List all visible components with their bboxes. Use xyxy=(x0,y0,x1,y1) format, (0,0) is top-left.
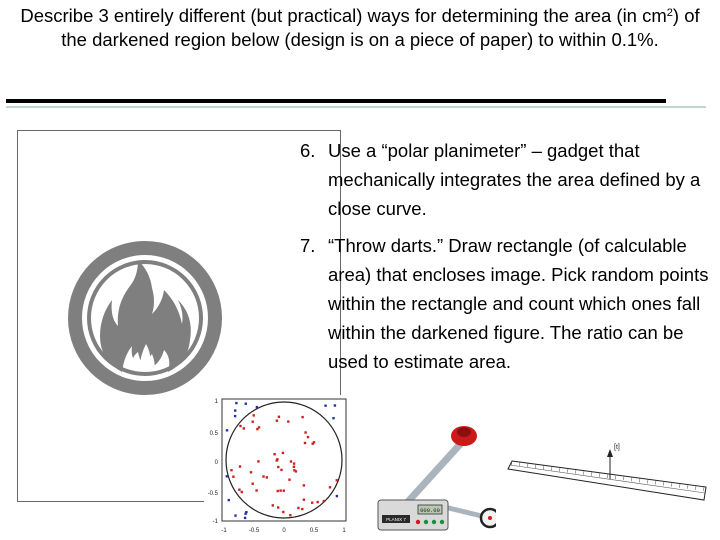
method-item-planimeter xyxy=(300,136,715,223)
dart-point-inside xyxy=(252,421,254,423)
dart-point-inside xyxy=(297,507,299,509)
dart-point-outside xyxy=(226,429,228,431)
dart-point-inside xyxy=(252,483,254,485)
dart-point-inside xyxy=(277,466,279,468)
dart-point-inside xyxy=(287,420,289,422)
dart-point-outside xyxy=(226,475,228,477)
dart-point-inside xyxy=(307,436,309,438)
planimeter-button xyxy=(416,520,420,524)
dart-point-inside xyxy=(276,459,278,461)
dart-point-inside xyxy=(243,427,245,429)
dart-point-inside xyxy=(290,460,292,462)
ruler-tick xyxy=(671,483,672,487)
tracer-arm-ticks xyxy=(511,461,704,491)
dart-point-inside xyxy=(303,499,305,501)
dart-point-inside xyxy=(257,460,259,462)
x-tick-label: -1 xyxy=(221,528,227,534)
dart-point-outside xyxy=(245,403,247,405)
flame-emblem-icon xyxy=(60,238,230,398)
dart-point-outside xyxy=(256,406,258,408)
dart-throw-plot xyxy=(204,395,352,537)
ruler-tick xyxy=(591,472,592,476)
dart-point-outside xyxy=(234,415,236,417)
y-tick-label: 0 xyxy=(214,460,218,466)
dart-point-inside xyxy=(239,465,241,467)
planimeter-button xyxy=(440,520,444,524)
dart-point-inside xyxy=(312,443,314,445)
dart-point-outside xyxy=(336,495,338,497)
y-tick-label: -1 xyxy=(212,519,218,525)
ruler-tick xyxy=(583,471,584,475)
dart-point-inside xyxy=(301,508,303,510)
planimeter-display-text: 000.00 xyxy=(420,507,440,514)
dart-point-outside xyxy=(234,409,236,411)
dart-point-inside xyxy=(311,502,313,504)
ruler-tick xyxy=(567,469,568,473)
dart-point-outside xyxy=(228,499,230,501)
tracer-arm-ruling xyxy=(510,465,705,493)
y-tick-label: 1 xyxy=(214,399,218,405)
dart-point-inside xyxy=(255,489,257,491)
prompt-text-end: ) of the darkened region below (design is on a piece of paper) to within 0.1%. xyxy=(61,5,700,50)
ruler-tick xyxy=(519,462,520,466)
dart-point-inside xyxy=(273,453,275,455)
dart-point-inside xyxy=(323,500,325,502)
ruler-tick xyxy=(631,477,632,481)
ruler-tick xyxy=(607,474,608,478)
dart-point-inside xyxy=(288,479,290,481)
ruler-tick xyxy=(543,465,544,469)
method-list xyxy=(300,136,715,384)
y-tick-label: -0.5 xyxy=(207,491,218,497)
x-tick-label: -0.5 xyxy=(248,528,260,534)
problem-prompt xyxy=(10,4,710,52)
ruler-tick xyxy=(639,478,640,482)
y-tick-label: 0.5 xyxy=(209,431,218,437)
method-text: Use a “polar planimeter” – gadget that mechanically integrates the area defined by a close curve. xyxy=(328,140,701,219)
dart-point-inside xyxy=(230,469,232,471)
dart-point-inside xyxy=(304,431,306,433)
dart-point-inside xyxy=(301,416,303,418)
dart-point-inside xyxy=(256,428,258,430)
method-number: 6. xyxy=(300,140,316,161)
dart-point-outside xyxy=(244,513,246,515)
x-tick-label: 1 xyxy=(342,528,346,534)
planimeter-button xyxy=(432,520,436,524)
tracer-lens-center xyxy=(488,516,492,520)
dart-point-inside xyxy=(239,425,241,427)
dart-point-inside xyxy=(317,501,319,503)
ruler-tick xyxy=(679,484,680,488)
dart-point-inside xyxy=(253,414,255,416)
ruler-tick xyxy=(575,470,576,474)
dart-point-inside xyxy=(278,416,280,418)
measurement-pointer-arrowhead xyxy=(607,449,613,457)
dart-point-inside xyxy=(304,442,306,444)
dart-point-inside xyxy=(266,476,268,478)
dart-point-inside xyxy=(232,476,234,478)
dart-point-inside xyxy=(282,511,284,513)
dart-point-inside xyxy=(277,506,279,508)
flame-shape xyxy=(100,260,191,372)
x-tick-label: 0.5 xyxy=(309,528,319,534)
dart-point-outside xyxy=(234,514,236,516)
ruler-tick xyxy=(695,486,696,490)
dart-point-outside xyxy=(235,402,237,404)
dart-point-inside xyxy=(329,486,331,488)
dart-point-outside xyxy=(244,517,246,519)
dart-point-inside xyxy=(283,490,285,492)
ruler-tick xyxy=(655,481,656,485)
dart-point-inside xyxy=(262,475,264,477)
ruler-tick xyxy=(647,479,648,483)
title-divider xyxy=(6,99,666,103)
method-item-throw-darts xyxy=(300,231,715,376)
planimeter-button xyxy=(424,520,428,524)
dart-point-outside xyxy=(332,417,334,419)
ruler-tick xyxy=(703,487,704,491)
ruler-tick xyxy=(687,485,688,489)
ruler-tick xyxy=(527,463,528,467)
dart-point-inside xyxy=(289,514,291,516)
dart-point-inside xyxy=(293,466,295,468)
ruler-tick xyxy=(623,476,624,480)
dart-point-inside xyxy=(280,469,282,471)
planimeter-brand-label: PLANIX 7 xyxy=(386,517,406,522)
dart-point-inside xyxy=(279,489,281,491)
ruler-tick xyxy=(551,466,552,470)
dart-point-outside xyxy=(324,405,326,407)
title-accent-line xyxy=(6,106,706,108)
dart-point-inside xyxy=(241,491,243,493)
dart-point-inside xyxy=(303,484,305,486)
dart-point-inside xyxy=(276,420,278,422)
tracer-arm-sketch xyxy=(508,461,706,500)
plot-frame xyxy=(222,399,346,521)
ruler-tick xyxy=(663,482,664,486)
dart-point-inside xyxy=(295,470,297,472)
ruler-tick xyxy=(615,475,616,479)
x-tick-label: 0 xyxy=(282,528,286,534)
prompt-text-start: Describe 3 entirely different (but practical) ways for determining the area (in cm xyxy=(20,5,667,26)
dart-point-inside xyxy=(282,452,284,454)
polar-planimeter-photo xyxy=(372,420,496,540)
dart-point-inside xyxy=(336,479,338,481)
method-number: 7. xyxy=(300,235,316,256)
dart-point-inside xyxy=(293,462,295,464)
ruler-tick xyxy=(559,468,560,472)
dart-point-inside xyxy=(272,504,274,506)
pole-weight-top xyxy=(457,427,471,437)
polar-planimeter-sketch xyxy=(506,437,718,511)
prompt-superscript: 2 xyxy=(666,7,673,19)
dart-point-inside xyxy=(238,489,240,491)
dart-point-outside xyxy=(334,404,336,406)
ruler-tick xyxy=(599,473,600,477)
sketch-marker-label: [t] xyxy=(614,444,620,451)
dart-point-inside xyxy=(250,471,252,473)
dart-point-inside xyxy=(277,490,279,492)
ruler-tick xyxy=(535,464,536,468)
method-text: “Throw darts.” Draw rectangle (of calculable area) that encloses image. Pick random points within the rectangle and count which ones fall within the darkened figure. The ratio can be used to estimate area. xyxy=(328,235,709,372)
